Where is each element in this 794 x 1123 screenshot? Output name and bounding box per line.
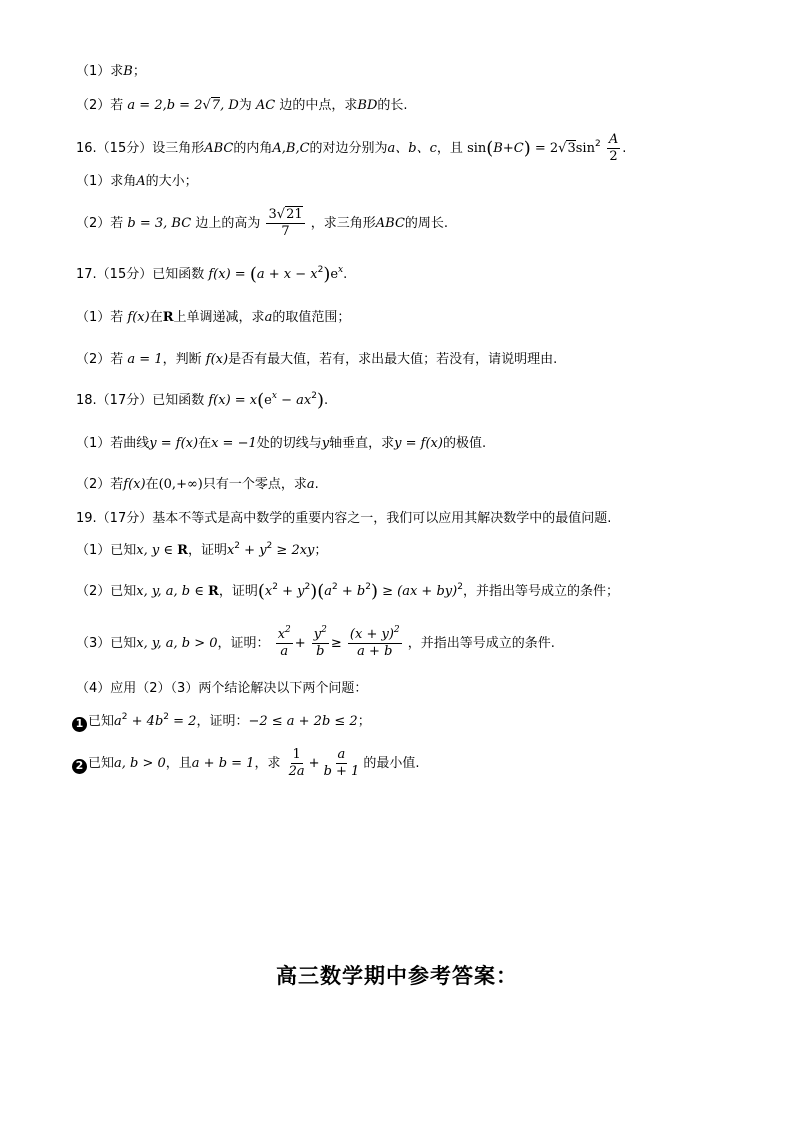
q19-frac-a-b1: $\frac{a}{b + 1}$	[323, 747, 360, 779]
q19-frac-1-2a: $\frac{1}{2a}$	[288, 747, 305, 779]
q19-frac-y2-b: $\frac{y^2}{b}$	[313, 625, 327, 659]
q17-stem: 17.（15分）已知函数 $f(x) = (a + x - x^2)e^x$.	[76, 264, 348, 285]
q19-sub1: 1 已知$a^2 + 4b^2 = 2$，证明：−2 ≤ a + 2b ≤ 2；	[72, 712, 754, 732]
q19-part3: （3）已知x, y, a, b > 0，证明： $\frac{x^2}{a}$ + $\frac{y^2}{b}$ ≥ $\frac{(x + y)^2}{a + b}$ ，并指出等号成立的条件.	[76, 625, 555, 659]
q18-part2: （2）若f(x)在(0,+∞)只有一个零点，求a.	[76, 477, 319, 492]
q19-part2: （2）已知x, y, a, b ∈ R，证明$(x^2 + y^2)(a^2 + b^2) \ge (ax + by)^2$，并指出等号成立的条件；	[76, 581, 619, 602]
q16-part1: （1）求角A的大小；	[76, 174, 198, 189]
answer-heading: 高三数学期中参考答案：	[276, 963, 518, 988]
q19-frac-x2-a: $\frac{x^2}{a}$	[277, 625, 291, 659]
q18-part1: （1）若曲线y = f(x)在x = −1处的切线与y轴垂直，求y = f(x)的极值.	[76, 436, 487, 451]
q19-part4: （4）应用（2）（3）两个结论解决以下两个问题：	[76, 681, 368, 696]
q17-part1: （1）若 f(x)在R上单调递减，求a的取值范围；	[76, 310, 351, 325]
q19-part1: （1）已知x, y ∈ R，证明$x^2 + y^2 \ge 2xy$；	[76, 541, 328, 558]
q19-sub2: 2 已知a, b > 0，且a + b = 1，求 $\frac{1}{2a}$ + $\frac{a}{b + 1}$ 的最小值.	[72, 744, 754, 784]
q17-part2: （2）若 a = 1，判断 f(x)是否有最大值，若有，求出最大值；若没有，请说明理由.	[76, 352, 558, 367]
q16-height-frac: $\frac{3√21}{7}$	[268, 207, 303, 239]
circled-number-2: 2	[72, 759, 87, 774]
q16-frac-a-over-2: $\frac{A}{2}$	[608, 132, 619, 164]
q16-part2: （2）若 b = 3, BC 边上的高为 $\frac{3√21}{7}$ ，求三角形ABC的周长.	[76, 207, 449, 239]
q19-stem: 19.（17分）基本不等式是高中数学的重要内容之一，我们可以应用其解决数学中的最值问题.	[76, 511, 612, 526]
q18-stem: 18.（17分）已知函数 $f(x) = x(e^x - ax^2)$.	[76, 390, 329, 411]
q16-stem: 16.（15分）设三角形ABC的内角A,B,C的对边分别为a、b、c，且 $\sin(B+C) = 2√3\sin^2$ $\frac{A}{2}$ .	[76, 132, 627, 164]
q15-part1: （1）求B；	[76, 64, 146, 79]
circled-number-1: 1	[72, 717, 87, 732]
q15-part2: （2）若 a = 2,b = 2√7, D为 AC 边的中点，求BD的长.	[76, 98, 408, 113]
q19-frac-sum: $\frac{(x + y)^2}{a + b}$	[349, 625, 400, 659]
